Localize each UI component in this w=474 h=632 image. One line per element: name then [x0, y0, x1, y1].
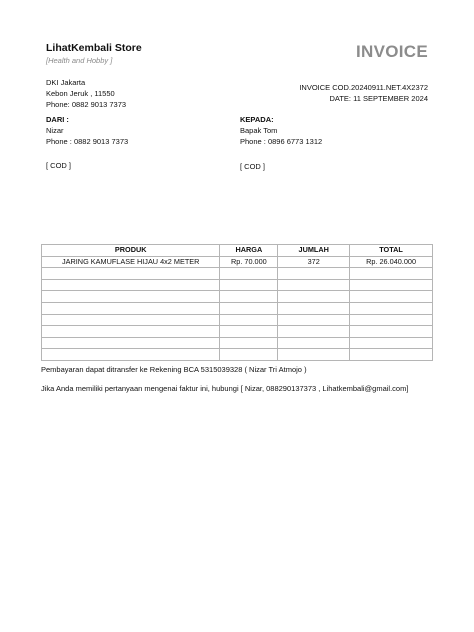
cell-total [350, 279, 433, 291]
cell-quantity [278, 268, 350, 280]
cell-quantity [278, 349, 350, 361]
table-row [42, 314, 433, 326]
store-address-line: Kebon Jeruk , 11550 [46, 89, 115, 98]
recipient-payment-method: [ COD ] [240, 162, 266, 171]
cell-product [42, 349, 220, 361]
store-tagline: [Health and Hobby ] [46, 56, 113, 65]
invoice-meta [299, 82, 428, 104]
cell-product [42, 314, 220, 326]
cell-product [42, 268, 220, 280]
sender-label: DARI : [46, 115, 69, 124]
invoice-date: DATE: 11 SEPTEMBER 2024 [329, 94, 428, 103]
table-row [42, 349, 433, 361]
cell-quantity [278, 326, 350, 338]
cell-price [220, 302, 278, 314]
cell-total [350, 326, 433, 338]
store-name: LihatKembali Store [46, 42, 142, 54]
cell-product [42, 302, 220, 314]
table-row [42, 256, 433, 268]
cell-product [42, 326, 220, 338]
table-row [42, 268, 433, 280]
cell-product: JARING KAMUFLASE HIJAU 4x2 METER [42, 256, 220, 268]
sender-name: Nizar [46, 126, 64, 135]
store-address [46, 77, 126, 110]
cell-total: Rp. 26.040.000 [350, 256, 433, 268]
recipient-block [240, 114, 322, 147]
invoice-title: INVOICE [355, 42, 428, 61]
column-header-quantity: JUMLAH [278, 245, 350, 257]
cell-price [220, 337, 278, 349]
cell-quantity [278, 314, 350, 326]
contact-note: Jika Anda memiliki pertanyaan mengenai faktur ini, hubungi [ Nizar, 088290137373 , Lihatkembali@gmail.com] [41, 384, 409, 393]
cell-price [220, 314, 278, 326]
cell-total [350, 291, 433, 303]
invoice-code: INVOICE COD.20240911.NET.4X2372 [299, 83, 428, 92]
cell-price: Rp. 70.000 [220, 256, 278, 268]
table-header-row [42, 245, 433, 257]
sender-block [46, 114, 128, 147]
cell-quantity [278, 291, 350, 303]
payment-note: Pembayaran dapat ditransfer ke Rekening BCA 5315039328 ( Nizar Tri Atmojo ) [41, 365, 307, 374]
table-row [42, 279, 433, 291]
sender-payment-method: [ COD ] [46, 161, 72, 170]
cell-price [220, 268, 278, 280]
cell-total [350, 349, 433, 361]
cell-price [220, 326, 278, 338]
cell-total [350, 268, 433, 280]
store-address-line: DKI Jakarta [46, 78, 86, 87]
cell-price [220, 291, 278, 303]
cell-product [42, 291, 220, 303]
table-row [42, 337, 433, 349]
table-row [42, 326, 433, 338]
column-header-price: HARGA [220, 245, 278, 257]
cell-product [42, 337, 220, 349]
cell-quantity [278, 279, 350, 291]
table-row [42, 302, 433, 314]
table-row [42, 291, 433, 303]
cell-quantity: 372 [278, 256, 350, 268]
cell-product [42, 279, 220, 291]
recipient-name: Bapak Tom [240, 126, 278, 135]
cell-price [220, 279, 278, 291]
recipient-label: KEPADA: [240, 115, 274, 124]
cell-quantity [278, 337, 350, 349]
cell-total [350, 302, 433, 314]
items-table [41, 244, 433, 361]
column-header-product: PRODUK [42, 245, 220, 257]
sender-phone: Phone : 0882 9013 7373 [46, 137, 129, 146]
cell-price [220, 349, 278, 361]
recipient-phone: Phone : 0896 6773 1312 [240, 137, 323, 146]
cell-total [350, 337, 433, 349]
cell-quantity [278, 302, 350, 314]
cell-total [350, 314, 433, 326]
column-header-total: TOTAL [350, 245, 433, 257]
store-phone: Phone: 0882 9013 7373 [46, 100, 127, 109]
